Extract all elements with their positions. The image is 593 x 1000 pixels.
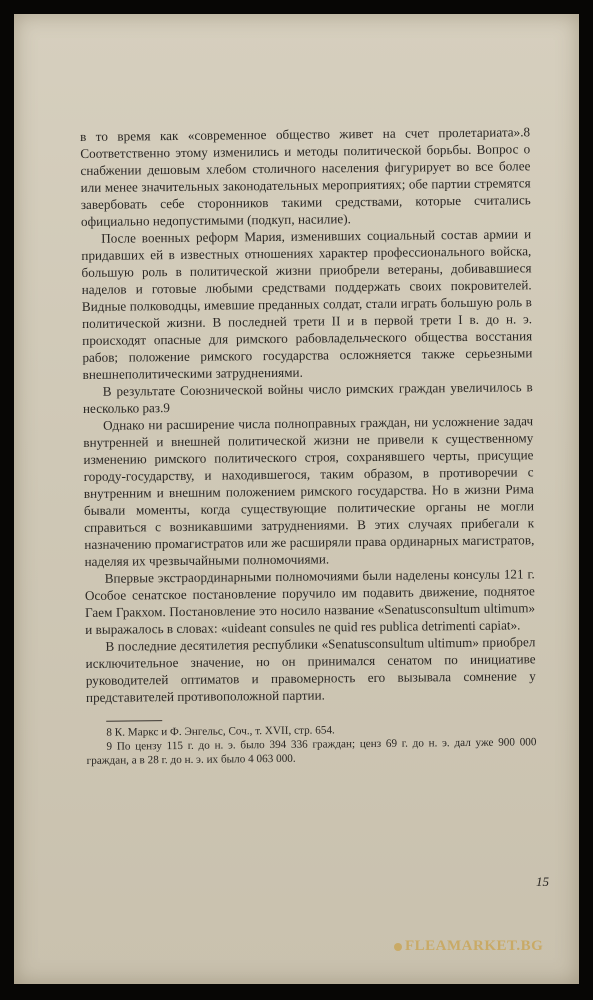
paragraph-2: После военных реформ Мария, изменивших социальный состав армии и придавших ей в известных отношениях характер профессионального войска, большую роль в политической жизни приобрели ветераны, добивавшиеся наделов и готовые любыми средствами поддержать своих покровителей. Видные полководцы, имевшие преданных солдат, стали играть большую роль в политической жизни. В последней трети II и в первой трети I в. до н. э. происходят опасные для римского рабовладельческого общества восстания рабов; положение римского государства осложняется также серьезными внешнеполитическими затруднениями.	[81, 226, 533, 382]
page-number: 15	[536, 874, 549, 889]
watermark-logo-icon	[394, 943, 402, 951]
watermark-text: FLEAMARKET.BG	[405, 938, 544, 954]
watermark	[394, 938, 543, 955]
paragraph-5: Впервые экстраординарными полномочиями были наделены консулы 121 г. Особое сенатское постановление поручило им подавить движение, поднятое Гаем Гракхом. Постановление это носило название «Senatusconsultum ultimum» и выражалось в словах: «uideant consules ne quid res publica detrimenti capiat».	[84, 566, 536, 637]
footnote-9: 9 По цензу 115 г. до н. э. было 394 336 граждан; ценз 69 г. до н. э. дал уже 900 000 граждан, а в 28 г. до н. э. их было 4 063 000.	[86, 736, 537, 768]
paragraph-6: В последние десятилетия республики «Senatusconsultum ultimum» приобрел исключительное значение, но он принимался сенатом по инициативе руководителей оптиматов и правомерность его вызывала сомнение у представителей противоположной партии.	[85, 634, 536, 705]
footnote-rule	[106, 720, 162, 722]
paragraph-3: В результате Союзнической войны число римских граждан увеличилось в несколько раз.9	[82, 379, 533, 416]
page-text	[80, 123, 537, 768]
footnote-8: 8 К. Маркс и Ф. Энгельс, Соч., т. XVII, стр. 654.	[106, 724, 335, 739]
book-page	[14, 14, 579, 984]
paragraph-1: в то время как «современное общество живет на счет пролетариата».8 Соответственно этому изменились и методы политической борьбы. Вопрос о снабжении дешовым хлебом столичного населения фигурирует во все более или менее значительных законодательных мероприятиях; обе партии стремятся завербовать себе сторонников такими средствами, которые считались официально недопустимыми (подкуп, насилие).	[80, 124, 531, 229]
paragraph-4: Однако ни расширение числа полноправных граждан, ни усложнение задач внутренней и внешней политической жизни не привели к существенному изменению римского политического строя, сохранявшего черты, присущие городу-государству, и находившегося, таким образом, в противоречии с внутренним и внешним положением римского государства. Но в жизни Рима бывали моменты, когда существующие политические органы не могли справиться с возникавшими затруднениями. В этих случаях прибегали к назначению промагистратов или же расширяли права ординарных магистратов, наделяя их чрезвычайными полномочиями.	[83, 413, 535, 569]
